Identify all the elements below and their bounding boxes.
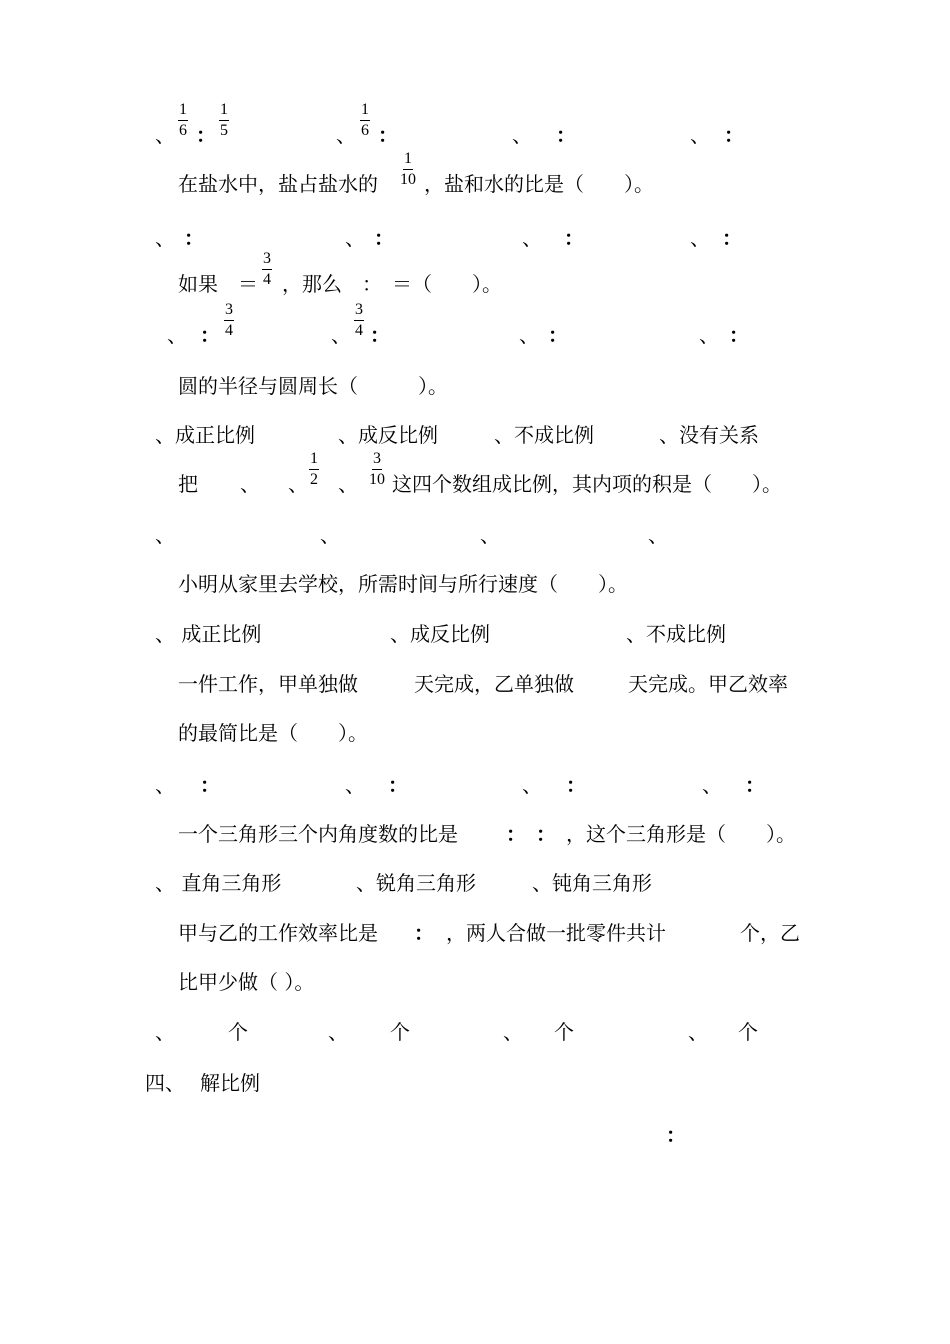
colon: ： <box>196 123 216 147</box>
option-mark: 、 <box>699 323 719 347</box>
question-text: 甲与乙的工作效率比是 <box>178 921 378 945</box>
question-text: ，那么 ： ＝（ ）。 <box>282 272 502 296</box>
options-row-2 <box>0 218 950 258</box>
question-xiaoming <box>178 564 878 604</box>
options-row-8 <box>0 863 950 903</box>
fraction: $\frac{1}{10}$ <box>400 150 416 188</box>
question-circle <box>178 366 878 406</box>
separator: 、 <box>288 472 308 496</box>
colon: ： <box>745 773 765 797</box>
question-text: ，盐和水的比是（ ）。 <box>424 172 654 196</box>
colon: ： <box>724 123 744 147</box>
fraction: $\frac{1}{6}$ <box>179 101 187 139</box>
section-title: 解比例 <box>200 1071 260 1095</box>
options-row-4 <box>0 415 950 455</box>
option-text: 、钝角三角形 <box>532 871 652 895</box>
option-mark: 、 <box>155 523 175 547</box>
question-efficiency-line-1 <box>178 913 898 953</box>
colon: ： <box>414 921 434 945</box>
option-mark: 、 <box>690 123 710 147</box>
option-mark: 、 <box>167 323 187 347</box>
colon: ： <box>200 773 220 797</box>
option-text: 、成反比例 <box>390 622 490 646</box>
option-text: 、 直角三角形 <box>155 871 282 895</box>
question-text: 把 <box>178 472 198 496</box>
options-row-1 <box>0 101 950 155</box>
fraction: $\frac{3}{4}$ <box>225 301 233 339</box>
question-text: 一个三角形三个内角度数的比是 <box>178 822 458 846</box>
question-text: 圆的半径与圆周长（ ）。 <box>178 374 448 398</box>
question-if <box>178 250 878 304</box>
colon: ： <box>729 323 749 347</box>
question-triangle <box>178 814 898 854</box>
colon: ： <box>666 1123 686 1147</box>
option-mark: 、 <box>336 123 356 147</box>
colon: ： <box>378 123 398 147</box>
colon: ： <box>548 323 568 347</box>
option-text: 、锐角三角形 <box>356 871 476 895</box>
option-mark: 、 <box>345 226 365 250</box>
separator: 、 <box>240 472 260 496</box>
option-text: 、成正比例 <box>155 423 255 447</box>
option-mark: 、 <box>480 523 500 547</box>
option-mark: 、 <box>155 1020 175 1044</box>
fraction: $\frac{1}{2}$ <box>310 450 318 488</box>
option-mark: 、 <box>648 523 668 547</box>
colon: ： <box>722 226 742 250</box>
option-unit: 个 <box>228 1020 248 1044</box>
options-row-7 <box>0 765 950 805</box>
fraction: $\frac{1}{6}$ <box>361 101 369 139</box>
option-mark: 、 <box>320 523 340 547</box>
option-mark: 、 <box>512 123 532 147</box>
colon: ： <box>184 226 204 250</box>
option-text: 、成反比例 <box>338 423 438 447</box>
question-text: 的最简比是（ ）。 <box>178 721 368 745</box>
option-mark: 、 <box>155 773 175 797</box>
colon: ： <box>200 323 220 347</box>
option-unit: 个 <box>390 1020 410 1044</box>
colon: ： <box>506 822 526 846</box>
option-mark: 、 <box>522 773 542 797</box>
colon: ： <box>564 226 584 250</box>
question-job-line-1 <box>178 664 898 704</box>
option-mark: 、 <box>522 226 542 250</box>
fraction: $\frac{1}{5}$ <box>220 101 228 139</box>
question-text: 天完成，乙单独做 <box>414 672 574 696</box>
option-text: 、 成正比例 <box>155 622 262 646</box>
question-job-line-2 <box>178 713 878 753</box>
option-unit: 个 <box>554 1020 574 1044</box>
question-salt <box>178 150 878 204</box>
colon: ： <box>536 822 556 846</box>
options-row-9 <box>0 1012 950 1052</box>
question-put <box>178 450 898 504</box>
question-text: 比甲少做（ ）。 <box>178 970 315 994</box>
question-text: 这四个数组成比例，其内项的积是（ ）。 <box>392 472 782 496</box>
section-heading <box>0 1063 950 1103</box>
solve-row <box>0 1115 950 1155</box>
option-mark: 、 <box>519 323 539 347</box>
option-text: 、没有关系 <box>659 423 759 447</box>
option-mark: 、 <box>688 1020 708 1044</box>
question-text: 如果 ＝ <box>178 272 258 296</box>
question-text: 个，乙 <box>740 921 800 945</box>
option-mark: 、 <box>702 773 722 797</box>
question-text: 天完成。甲乙效率 <box>628 672 788 696</box>
option-mark: 、 <box>155 123 175 147</box>
question-text: ，两人合做一批零件共计 <box>446 921 666 945</box>
fraction: $\frac{3}{4}$ <box>355 301 363 339</box>
colon: ： <box>556 123 576 147</box>
question-text: 在盐水中，盐占盐水的 <box>178 172 378 196</box>
colon: ： <box>566 773 586 797</box>
colon: ： <box>388 773 408 797</box>
question-text: 小明从家里去学校，所需时间与所行速度（ ）。 <box>178 572 628 596</box>
question-text: 一件工作，甲单独做 <box>178 672 358 696</box>
colon: ： <box>370 323 390 347</box>
options-row-3 <box>0 301 950 355</box>
option-mark: 、 <box>345 773 365 797</box>
option-text: 、不成比例 <box>494 423 594 447</box>
section-number: 四、 <box>145 1071 185 1095</box>
options-row-5 <box>0 515 950 555</box>
question-text: ，这个三角形是（ ）。 <box>566 822 796 846</box>
separator: 、 <box>338 472 358 496</box>
option-mark: 、 <box>155 226 175 250</box>
question-efficiency-line-2 <box>178 962 878 1002</box>
option-mark: 、 <box>328 1020 348 1044</box>
colon: ： <box>374 226 394 250</box>
option-mark: 、 <box>690 226 710 250</box>
option-mark: 、 <box>503 1020 523 1044</box>
fraction: $\frac{3}{10}$ <box>369 450 385 488</box>
option-text: 、不成比例 <box>626 622 726 646</box>
option-unit: 个 <box>738 1020 758 1044</box>
options-row-6 <box>0 614 950 654</box>
option-mark: 、 <box>331 323 351 347</box>
fraction: $\frac{3}{4}$ <box>263 250 271 288</box>
